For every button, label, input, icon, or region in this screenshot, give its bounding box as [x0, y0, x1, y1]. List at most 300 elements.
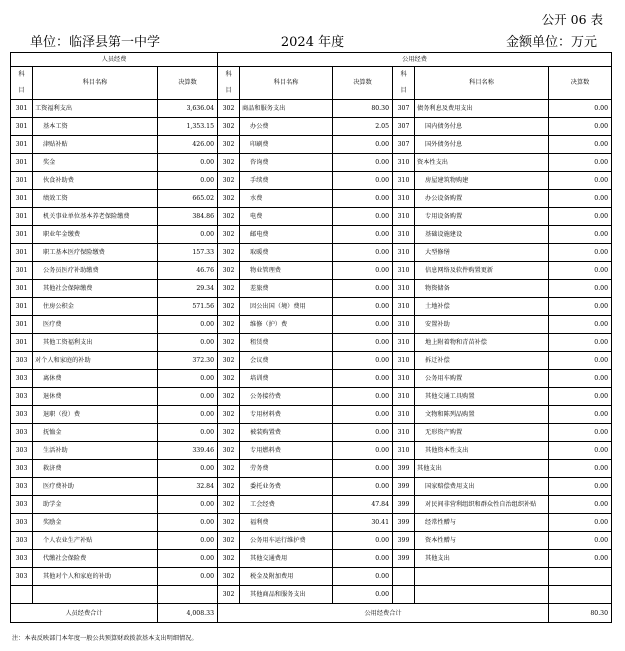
code-cell: 310	[393, 388, 415, 406]
code-cell: 301	[11, 136, 33, 154]
amount-cell: 0.00	[333, 334, 393, 352]
name-cell: 差旅费	[240, 280, 333, 298]
code-cell: 302	[218, 586, 240, 604]
name-cell: 救济费	[33, 460, 158, 478]
section-header-row	[11, 53, 612, 67]
code-header-bottom: 目	[218, 83, 240, 100]
money-unit: 金额单位：万元	[505, 35, 597, 50]
amount-cell: 0.00	[158, 532, 218, 550]
name-cell: 生活补助	[33, 442, 158, 460]
name-cell: 退职（役）费	[33, 406, 158, 424]
code-cell: 399	[393, 478, 415, 496]
amount-cell	[549, 586, 612, 604]
name-cell: 邮电费	[240, 226, 333, 244]
amount-cell: 372.30	[158, 352, 218, 370]
amount-cell: 0.00	[333, 352, 393, 370]
code-cell: 301	[11, 154, 33, 172]
name-cell: 印刷费	[240, 136, 333, 154]
name-cell: 基本工资	[33, 118, 158, 136]
code-cell: 310	[393, 370, 415, 388]
amount-cell: 0.00	[333, 406, 393, 424]
code-cell: 310	[393, 406, 415, 424]
name-cell: 奖励金	[33, 514, 158, 532]
code-cell: 302	[218, 514, 240, 532]
amount-cell: 0.00	[333, 550, 393, 568]
name-cell: 被装购置费	[240, 424, 333, 442]
table-row	[11, 226, 612, 244]
name-cell: 维修（护）费	[240, 316, 333, 334]
amount-cell	[158, 586, 218, 604]
code-cell: 399	[393, 496, 415, 514]
name-cell: 电费	[240, 208, 333, 226]
name-cell: 医疗费	[33, 316, 158, 334]
name-cell: 办公费	[240, 118, 333, 136]
report-year: 2024 年度	[280, 35, 345, 50]
amount-cell: 0.00	[333, 136, 393, 154]
code-cell: 302	[218, 568, 240, 586]
name-cell: 公务用车运行维护费	[240, 532, 333, 550]
amount-cell: 0.00	[549, 244, 612, 262]
form-code: 公开 06 表	[541, 12, 603, 27]
name-cell: 信息网络及软件购置更新	[415, 262, 549, 280]
table-row	[11, 496, 612, 514]
amount-cell: 0.00	[333, 568, 393, 586]
code-cell: 302	[218, 298, 240, 316]
table-row	[11, 442, 612, 460]
name-header: 科目名称	[33, 67, 158, 100]
code-cell: 302	[218, 352, 240, 370]
amount-cell: 0.00	[549, 118, 612, 136]
code-cell: 310	[393, 208, 415, 226]
name-cell: 其他工资福利支出	[33, 334, 158, 352]
name-cell: 债务利息及费用支出	[415, 100, 549, 118]
name-cell: 其他社会保障缴费	[33, 280, 158, 298]
public-total-value: 80.30	[549, 604, 612, 623]
code-cell: 301	[11, 244, 33, 262]
amount-cell: 2.05	[333, 118, 393, 136]
code-cell: 303	[11, 496, 33, 514]
amount-cell: 426.00	[158, 136, 218, 154]
code-cell: 301	[11, 226, 33, 244]
amount-cell: 0.00	[549, 226, 612, 244]
table-row	[11, 154, 612, 172]
name-cell: 离休费	[33, 370, 158, 388]
code-cell: 310	[393, 280, 415, 298]
code-cell: 301	[11, 262, 33, 280]
amount-cell: 339.46	[158, 442, 218, 460]
code-cell: 302	[218, 316, 240, 334]
amount-cell: 0.00	[158, 316, 218, 334]
name-cell: 工资福利支出	[33, 100, 158, 118]
name-cell: 医疗费补助	[33, 478, 158, 496]
name-cell: 会议费	[240, 352, 333, 370]
code-cell: 302	[218, 244, 240, 262]
amount-header: 决算数	[333, 67, 393, 100]
name-cell: 职业年金缴费	[33, 226, 158, 244]
code-cell: 310	[393, 172, 415, 190]
code-cell: 307	[393, 118, 415, 136]
name-cell: 资本性支出	[415, 154, 549, 172]
name-cell: 国内债务付息	[415, 118, 549, 136]
name-cell: 职工基本医疗保险缴费	[33, 244, 158, 262]
name-cell: 伙食补助费	[33, 172, 158, 190]
name-cell: 安置补助	[415, 316, 549, 334]
amount-cell: 0.00	[333, 280, 393, 298]
name-cell: 大型修缮	[415, 244, 549, 262]
code-cell: 301	[11, 208, 33, 226]
name-cell: 地上附着物和青苗补偿	[415, 334, 549, 352]
amount-cell: 0.00	[549, 424, 612, 442]
amount-cell: 29.34	[158, 280, 218, 298]
code-cell: 303	[11, 460, 33, 478]
amount-cell: 0.00	[158, 460, 218, 478]
amount-cell: 0.00	[549, 514, 612, 532]
name-cell: 房屋建筑物购建	[415, 172, 549, 190]
name-cell: 对民间非营利组织和群众性自治组织补贴	[415, 496, 549, 514]
table-row	[11, 550, 612, 568]
name-cell: 咨询费	[240, 154, 333, 172]
name-cell: 其他商品和服务支出	[240, 586, 333, 604]
name-cell: 奖金	[33, 154, 158, 172]
code-header-bottom: 目	[11, 83, 33, 100]
name-cell: 绩效工资	[33, 190, 158, 208]
amount-cell: 384.86	[158, 208, 218, 226]
amount-cell: 3,636.04	[158, 100, 218, 118]
table-row	[11, 100, 612, 118]
code-cell: 302	[218, 172, 240, 190]
code-cell: 307	[393, 100, 415, 118]
code-cell: 302	[218, 226, 240, 244]
name-cell: 其他对个人和家庭的补助	[33, 568, 158, 586]
table-row	[11, 388, 612, 406]
code-cell: 302	[218, 154, 240, 172]
name-cell: 国家赔偿费用支出	[415, 478, 549, 496]
table-row	[11, 262, 612, 280]
amount-cell: 0.00	[158, 568, 218, 586]
code-cell	[393, 586, 415, 604]
amount-cell: 0.00	[158, 514, 218, 532]
code-header-top: 科	[393, 67, 415, 84]
name-cell	[33, 586, 158, 604]
amount-cell: 0.00	[333, 208, 393, 226]
amount-cell: 0.00	[549, 280, 612, 298]
amount-cell: 47.84	[333, 496, 393, 514]
table-row	[11, 316, 612, 334]
name-cell: 劳务费	[240, 460, 333, 478]
amount-cell: 0.00	[333, 460, 393, 478]
code-cell: 310	[393, 442, 415, 460]
table-row	[11, 118, 612, 136]
code-cell: 302	[218, 190, 240, 208]
code-cell: 303	[11, 532, 33, 550]
code-cell: 310	[393, 298, 415, 316]
public-total-label: 公用经费合计	[218, 604, 549, 623]
amount-cell: 0.00	[158, 226, 218, 244]
name-cell: 津贴补贴	[33, 136, 158, 154]
section-personnel: 人员经费	[11, 53, 218, 67]
table-row	[11, 586, 612, 604]
code-cell: 310	[393, 352, 415, 370]
code-cell: 302	[218, 118, 240, 136]
amount-cell: 0.00	[158, 388, 218, 406]
code-cell: 302	[218, 460, 240, 478]
name-cell: 其他交通费用	[240, 550, 333, 568]
code-header-top: 科	[11, 67, 33, 84]
name-cell: 其他资本性支出	[415, 442, 549, 460]
amount-cell: 0.00	[333, 298, 393, 316]
amount-cell: 0.00	[549, 316, 612, 334]
name-cell: 税金及附加费用	[240, 568, 333, 586]
amount-cell: 0.00	[549, 532, 612, 550]
code-cell: 302	[218, 550, 240, 568]
code-cell: 303	[11, 406, 33, 424]
code-cell: 303	[11, 352, 33, 370]
code-cell: 302	[218, 478, 240, 496]
name-cell: 工会经费	[240, 496, 333, 514]
code-cell: 310	[393, 226, 415, 244]
code-cell: 301	[11, 190, 33, 208]
amount-cell: 0.00	[333, 244, 393, 262]
code-header-bottom: 目	[393, 83, 415, 100]
amount-cell: 46.76	[158, 262, 218, 280]
code-cell: 307	[393, 136, 415, 154]
name-cell: 抚恤金	[33, 424, 158, 442]
name-cell: 取暖费	[240, 244, 333, 262]
code-cell: 310	[393, 154, 415, 172]
name-header: 科目名称	[240, 67, 333, 100]
amount-cell: 1,353.15	[158, 118, 218, 136]
code-cell: 310	[393, 424, 415, 442]
name-cell: 办公设备购置	[415, 190, 549, 208]
table-row	[11, 136, 612, 154]
amount-cell: 571.56	[158, 298, 218, 316]
code-cell: 302	[218, 370, 240, 388]
code-cell: 302	[218, 136, 240, 154]
code-cell: 301	[11, 100, 33, 118]
name-cell: 租赁费	[240, 334, 333, 352]
table-row	[11, 460, 612, 478]
name-cell: 因公出国（境）费用	[240, 298, 333, 316]
amount-cell: 0.00	[158, 172, 218, 190]
name-cell: 专用材料费	[240, 406, 333, 424]
name-cell: 物业管理费	[240, 262, 333, 280]
name-cell: 文物和陈列品购置	[415, 406, 549, 424]
name-cell: 其他支出	[415, 550, 549, 568]
amount-cell: 0.00	[549, 406, 612, 424]
personnel-total-value: 4,008.33	[158, 604, 218, 623]
code-cell: 302	[218, 532, 240, 550]
amount-cell: 0.00	[549, 208, 612, 226]
amount-cell: 0.00	[158, 370, 218, 388]
table-row	[11, 370, 612, 388]
amount-cell: 157.33	[158, 244, 218, 262]
amount-cell: 0.00	[158, 406, 218, 424]
name-cell: 物资储备	[415, 280, 549, 298]
amount-cell: 0.00	[549, 460, 612, 478]
amount-cell: 665.02	[158, 190, 218, 208]
code-cell: 310	[393, 262, 415, 280]
amount-cell: 0.00	[549, 190, 612, 208]
code-cell: 399	[393, 532, 415, 550]
amount-cell: 0.00	[333, 226, 393, 244]
footnote: 注：本表反映部门本年度一般公共预算财政拨款基本支出明细情况。	[12, 635, 198, 642]
code-cell: 302	[218, 280, 240, 298]
amount-header: 决算数	[158, 67, 218, 100]
table-row	[11, 190, 612, 208]
amount-header: 决算数	[549, 67, 612, 100]
name-cell	[415, 586, 549, 604]
code-cell: 303	[11, 514, 33, 532]
table-row	[11, 244, 612, 262]
name-cell: 公务员医疗补助缴费	[33, 262, 158, 280]
code-cell: 310	[393, 190, 415, 208]
code-cell: 302	[218, 208, 240, 226]
amount-cell: 32.84	[158, 478, 218, 496]
table-row	[11, 532, 612, 550]
amount-cell: 0.00	[333, 586, 393, 604]
name-cell: 助学金	[33, 496, 158, 514]
code-cell: 399	[393, 550, 415, 568]
code-cell: 399	[393, 460, 415, 478]
amount-cell	[549, 568, 612, 586]
name-cell: 水费	[240, 190, 333, 208]
code-cell: 303	[11, 424, 33, 442]
name-cell: 公务用车购置	[415, 370, 549, 388]
totals-row	[11, 604, 612, 623]
personnel-total-label: 人员经费合计	[11, 604, 158, 623]
code-cell: 303	[11, 442, 33, 460]
name-cell: 代缴社会保险费	[33, 550, 158, 568]
code-cell: 310	[393, 316, 415, 334]
amount-cell: 0.00	[549, 370, 612, 388]
amount-cell: 0.00	[333, 442, 393, 460]
amount-cell: 0.00	[333, 316, 393, 334]
code-cell: 301	[11, 280, 33, 298]
code-cell: 301	[11, 334, 33, 352]
code-cell: 310	[393, 244, 415, 262]
table-row	[11, 334, 612, 352]
name-cell: 专用燃料费	[240, 442, 333, 460]
amount-cell: 80.30	[333, 100, 393, 118]
table-row	[11, 514, 612, 532]
code-cell: 302	[218, 424, 240, 442]
code-cell: 302	[218, 262, 240, 280]
code-cell: 303	[11, 370, 33, 388]
name-cell: 其他交通工具购置	[415, 388, 549, 406]
name-cell	[415, 568, 549, 586]
code-cell: 301	[11, 118, 33, 136]
name-cell: 基础设施建设	[415, 226, 549, 244]
name-cell: 土地补偿	[415, 298, 549, 316]
code-cell: 303	[11, 568, 33, 586]
table-row	[11, 424, 612, 442]
amount-cell: 0.00	[549, 388, 612, 406]
amount-cell: 0.00	[333, 154, 393, 172]
name-cell: 无形资产购置	[415, 424, 549, 442]
code-header-top: 科	[218, 67, 240, 84]
name-cell: 商品和服务支出	[240, 100, 333, 118]
code-cell: 303	[11, 550, 33, 568]
name-cell: 福利费	[240, 514, 333, 532]
name-cell: 资本性赠与	[415, 532, 549, 550]
amount-cell: 0.00	[549, 352, 612, 370]
amount-cell: 0.00	[549, 154, 612, 172]
code-cell: 310	[393, 334, 415, 352]
amount-cell: 0.00	[549, 100, 612, 118]
amount-cell: 0.00	[158, 496, 218, 514]
amount-cell: 0.00	[333, 424, 393, 442]
amount-cell: 0.00	[549, 478, 612, 496]
table-row	[11, 406, 612, 424]
amount-cell: 0.00	[333, 172, 393, 190]
amount-cell: 0.00	[333, 532, 393, 550]
name-cell: 公务接待费	[240, 388, 333, 406]
name-cell: 退休费	[33, 388, 158, 406]
table-row	[11, 208, 612, 226]
name-cell: 个人农业生产补贴	[33, 532, 158, 550]
amount-cell: 0.00	[158, 550, 218, 568]
code-cell: 302	[218, 442, 240, 460]
code-cell: 302	[218, 496, 240, 514]
amount-cell: 0.00	[549, 550, 612, 568]
amount-cell: 0.00	[549, 496, 612, 514]
code-cell: 301	[11, 316, 33, 334]
amount-cell: 0.00	[549, 136, 612, 154]
amount-cell: 0.00	[549, 172, 612, 190]
code-cell: 301	[11, 298, 33, 316]
table-row	[11, 568, 612, 586]
amount-cell: 30.41	[333, 514, 393, 532]
column-header-row	[11, 67, 612, 84]
name-cell: 对个人和家庭的补助	[33, 352, 158, 370]
amount-cell: 0.00	[333, 190, 393, 208]
name-cell: 委托业务费	[240, 478, 333, 496]
name-header: 科目名称	[415, 67, 549, 100]
amount-cell: 0.00	[333, 262, 393, 280]
code-cell	[393, 568, 415, 586]
table-row	[11, 298, 612, 316]
code-cell: 302	[218, 334, 240, 352]
table-row	[11, 352, 612, 370]
amount-cell: 0.00	[158, 424, 218, 442]
code-cell: 302	[218, 406, 240, 424]
name-cell: 经常性赠与	[415, 514, 549, 532]
amount-cell: 0.00	[549, 262, 612, 280]
amount-cell: 0.00	[549, 298, 612, 316]
code-cell: 399	[393, 514, 415, 532]
name-cell: 机关事业单位基本养老保险缴费	[33, 208, 158, 226]
table-row	[11, 478, 612, 496]
name-cell: 其他支出	[415, 460, 549, 478]
name-cell: 培训费	[240, 370, 333, 388]
expenditure-table	[10, 52, 612, 623]
amount-cell: 0.00	[549, 442, 612, 460]
name-cell: 国外债务付息	[415, 136, 549, 154]
code-cell: 301	[11, 172, 33, 190]
amount-cell: 0.00	[549, 334, 612, 352]
code-cell: 302	[218, 388, 240, 406]
amount-cell: 0.00	[158, 334, 218, 352]
code-cell: 302	[218, 100, 240, 118]
code-cell	[11, 586, 33, 604]
table-row	[11, 172, 612, 190]
name-cell: 拆迁补偿	[415, 352, 549, 370]
name-cell: 手续费	[240, 172, 333, 190]
amount-cell: 0.00	[333, 388, 393, 406]
table-row	[11, 280, 612, 298]
code-cell: 303	[11, 388, 33, 406]
amount-cell: 0.00	[333, 478, 393, 496]
